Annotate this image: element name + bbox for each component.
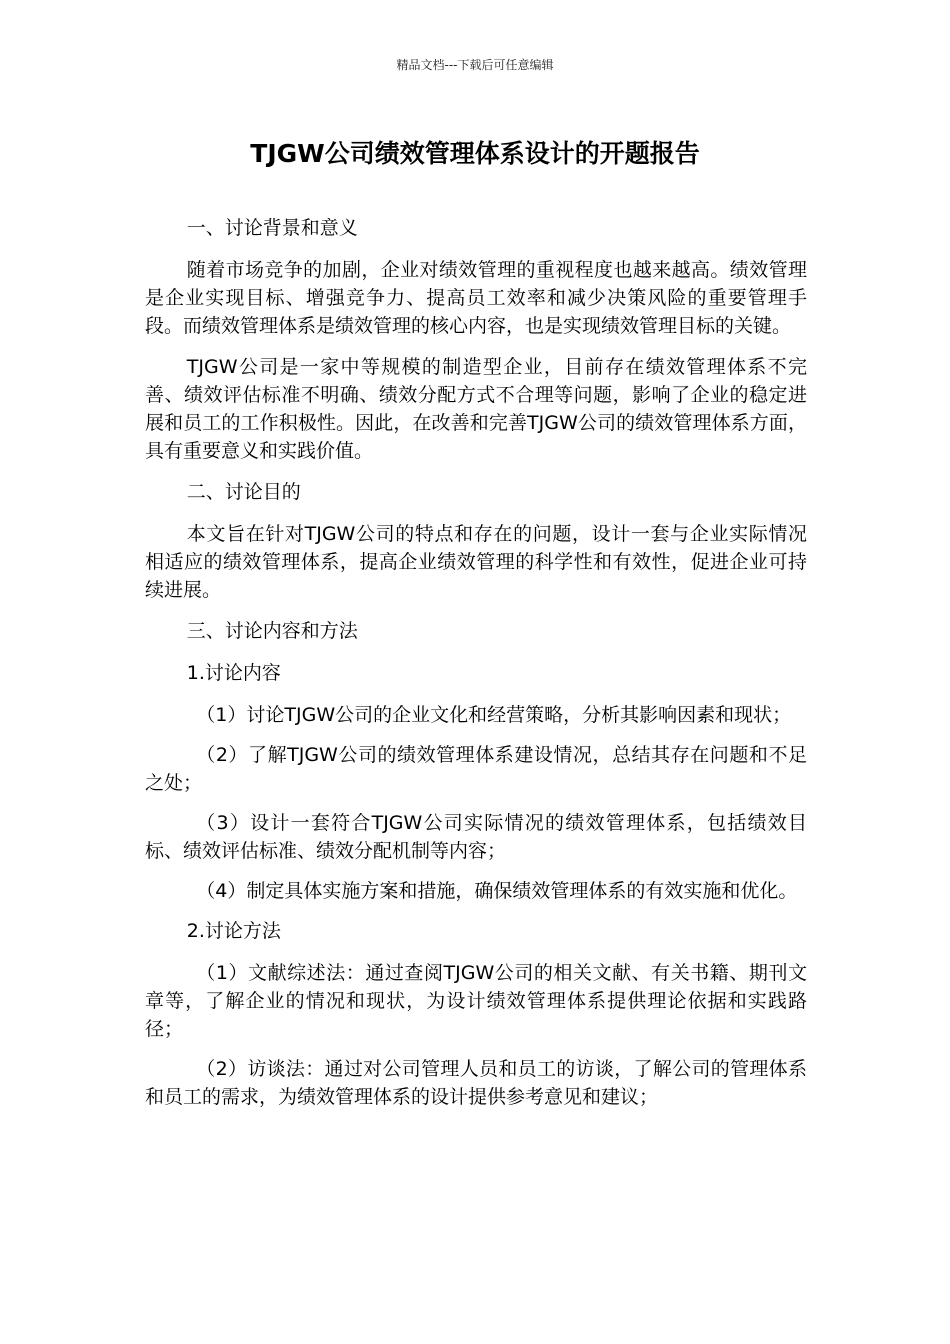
document-title: TJGW公司绩效管理体系设计的开题报告 — [250, 139, 700, 168]
section-heading-background: 一、讨论背景和意义 — [186, 217, 358, 239]
paragraph-purpose: 本文旨在针对TJGW公司的特点和存在的问题，设计一套与企业实际情况相适应的绩效管理体系，提高企业绩效管理的科学性和有效性，促进企业可持续进展。 — [145, 523, 807, 601]
section-heading-content-methods: 三、讨论内容和方法 — [186, 620, 358, 642]
list-item: （1）讨论TJGW公司的企业文化和经营策略，分析其影响因素和现状； — [196, 704, 792, 726]
document-body — [145, 214, 807, 1123]
list-item: （4）制定具体实施方案和措施，确保绩效管理体系的有效实施和优化。 — [196, 880, 798, 902]
page-header: 精品文档---下载后可任意编辑 — [396, 58, 554, 72]
list-item: （2）访谈法：通过对公司管理人员和员工的访谈，了解公司的管理体系和员工的需求，为绩效管理体系的设计提供参考意见和建议； — [145, 1058, 807, 1108]
subheading-research-methods: 2.讨论方法 — [186, 920, 281, 942]
list-item: （2）了解TJGW公司的绩效管理体系建设情况，总结其存在问题和不足之处； — [145, 744, 807, 794]
list-item: （1）文献综述法：通过查阅TJGW公司的相关文献、有关书籍、期刊文章等，了解企业的情况和现状，为设计绩效管理体系提供理论依据和实践路径； — [145, 962, 807, 1040]
section-heading-purpose: 二、讨论目的 — [186, 481, 301, 503]
subheading-research-content: 1.讨论内容 — [186, 662, 281, 684]
paragraph-background-1: 随着市场竞争的加剧，企业对绩效管理的重视程度也越来越高。绩效管理是企业实现目标、增强竞争力、提高员工效率和减少决策风险的重要管理手段。而绩效管理体系是绩效管理的核心内容，也是实现绩效管理目标的关键。 — [145, 259, 807, 337]
list-item: （3）设计一套符合TJGW公司实际情况的绩效管理体系，包括绩效目标、绩效评估标准、绩效分配机制等内容； — [145, 812, 807, 862]
paragraph-background-2: TJGW公司是一家中等规模的制造型企业，目前存在绩效管理体系不完善、绩效评估标准不明确、绩效分配方式不合理等问题，影响了企业的稳定进展和员工的工作积极性。因此，在改善和完善TJGW公司的绩效管理体系方面，具有重要意义和实践价值。 — [145, 356, 807, 462]
